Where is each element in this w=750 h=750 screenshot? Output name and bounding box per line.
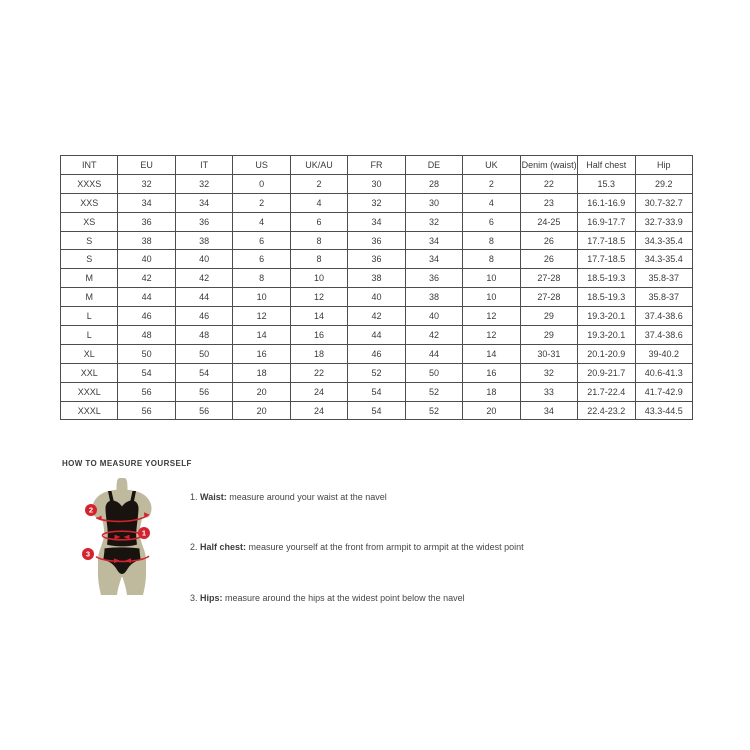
table-row bbox=[61, 382, 693, 401]
table-cell: 10 bbox=[233, 288, 290, 307]
table-cell: 19.3-20.1 bbox=[578, 307, 635, 326]
table-cell: 29 bbox=[520, 307, 577, 326]
table-cell: 46 bbox=[118, 307, 175, 326]
table-cell: 18 bbox=[233, 363, 290, 382]
table-cell: 14 bbox=[233, 326, 290, 345]
measure-steps bbox=[175, 472, 524, 623]
table-cell: 4 bbox=[463, 193, 520, 212]
step-number: 2. bbox=[190, 542, 201, 553]
table-cell: S bbox=[61, 231, 118, 250]
column-header: EU bbox=[118, 156, 175, 175]
badge-number: 3 bbox=[85, 549, 91, 559]
table-cell: 34.3-35.4 bbox=[635, 231, 692, 250]
table-cell: 18.5-19.3 bbox=[578, 288, 635, 307]
table-cell: 44 bbox=[175, 288, 232, 307]
table-cell: 38 bbox=[348, 269, 405, 288]
table-row bbox=[61, 174, 693, 193]
table-cell: 8 bbox=[463, 250, 520, 269]
table-cell: 42 bbox=[118, 269, 175, 288]
table-cell: 50 bbox=[175, 344, 232, 363]
column-header: UK bbox=[463, 156, 520, 175]
table-cell: S bbox=[61, 250, 118, 269]
table-cell: 18 bbox=[290, 344, 347, 363]
table-cell: 34 bbox=[405, 250, 462, 269]
table-cell: 40 bbox=[175, 250, 232, 269]
table-row bbox=[61, 344, 693, 363]
table-cell: 52 bbox=[348, 363, 405, 382]
step-number: 1. bbox=[190, 491, 201, 502]
header-row bbox=[61, 156, 693, 175]
column-header: US bbox=[233, 156, 290, 175]
measurement-figure bbox=[72, 476, 172, 602]
column-header: Half chest bbox=[578, 156, 635, 175]
table-cell: 32 bbox=[405, 212, 462, 231]
table-cell: 23 bbox=[520, 193, 577, 212]
table-cell: 42 bbox=[405, 326, 462, 345]
table-cell: 26 bbox=[520, 250, 577, 269]
table-cell: L bbox=[61, 307, 118, 326]
table-cell: 32 bbox=[348, 193, 405, 212]
table-cell: 4 bbox=[290, 193, 347, 212]
table-cell: 12 bbox=[290, 288, 347, 307]
table-cell: 27-28 bbox=[520, 288, 577, 307]
table-cell: 16 bbox=[463, 363, 520, 382]
table-cell: 24-25 bbox=[520, 212, 577, 231]
table-cell: 0 bbox=[233, 174, 290, 193]
step-label: Hips: bbox=[200, 592, 223, 603]
table-cell: 30 bbox=[405, 193, 462, 212]
table-cell: 18.5-19.3 bbox=[578, 269, 635, 288]
table-cell: 46 bbox=[175, 307, 232, 326]
step-text: measure yourself at the front from armpit to armpit at the widest point bbox=[246, 542, 524, 553]
table-cell: 40 bbox=[348, 288, 405, 307]
table-cell: 10 bbox=[463, 269, 520, 288]
step-label: Half chest: bbox=[200, 542, 247, 553]
table-cell: 24 bbox=[290, 382, 347, 401]
table-row bbox=[61, 363, 693, 382]
table-cell: 20 bbox=[463, 401, 520, 420]
table-cell: 4 bbox=[233, 212, 290, 231]
step-text: measure around the hips at the widest point below the navel bbox=[222, 592, 465, 603]
table-cell: 2 bbox=[233, 193, 290, 212]
table-cell: M bbox=[61, 288, 118, 307]
step-label: Waist: bbox=[200, 491, 227, 502]
table-cell: 37.4-38.6 bbox=[635, 307, 692, 326]
table-cell: 32 bbox=[118, 174, 175, 193]
table-cell: 17.7-18.5 bbox=[578, 250, 635, 269]
table-cell: 48 bbox=[175, 326, 232, 345]
badge-number: 1 bbox=[141, 528, 147, 538]
size-chart-header bbox=[61, 156, 693, 175]
table-cell: XXS bbox=[61, 193, 118, 212]
table-cell: 34.3-35.4 bbox=[635, 250, 692, 269]
figure-badge-3 bbox=[82, 548, 94, 560]
measure-step-half-chest bbox=[175, 522, 524, 572]
table-cell: 29 bbox=[520, 326, 577, 345]
table-cell: 6 bbox=[233, 250, 290, 269]
table-cell: 52 bbox=[405, 382, 462, 401]
column-header: INT bbox=[61, 156, 118, 175]
table-cell: 56 bbox=[118, 401, 175, 420]
table-cell: 34 bbox=[405, 231, 462, 250]
table-cell: 21.7-22.4 bbox=[578, 382, 635, 401]
table-cell: 34 bbox=[520, 401, 577, 420]
table-cell: 34 bbox=[348, 212, 405, 231]
table-cell: 8 bbox=[290, 250, 347, 269]
figure-badge-1 bbox=[138, 527, 150, 539]
table-cell: XXXL bbox=[61, 382, 118, 401]
table-cell: 50 bbox=[405, 363, 462, 382]
table-cell: 54 bbox=[348, 382, 405, 401]
table-cell: 36 bbox=[348, 250, 405, 269]
mannequin-figure-graphic bbox=[72, 476, 172, 602]
table-cell: XS bbox=[61, 212, 118, 231]
table-row bbox=[61, 307, 693, 326]
table-cell: 19.3-20.1 bbox=[578, 326, 635, 345]
table-cell: 30.7-32.7 bbox=[635, 193, 692, 212]
table-cell: 29.2 bbox=[635, 174, 692, 193]
table-cell: 42 bbox=[348, 307, 405, 326]
table-cell: 8 bbox=[290, 231, 347, 250]
column-header: Hip bbox=[635, 156, 692, 175]
table-cell: 36 bbox=[118, 212, 175, 231]
table-cell: 40.6-41.3 bbox=[635, 363, 692, 382]
table-cell: 56 bbox=[118, 382, 175, 401]
table-cell: 10 bbox=[290, 269, 347, 288]
table-cell: 54 bbox=[175, 363, 232, 382]
how-to-measure-title: HOW TO MEASURE YOURSELF bbox=[62, 459, 192, 468]
column-header: Denim (waist) bbox=[520, 156, 577, 175]
column-header: FR bbox=[348, 156, 405, 175]
table-cell: 35.8-37 bbox=[635, 288, 692, 307]
column-header: IT bbox=[175, 156, 232, 175]
table-cell: 18 bbox=[463, 382, 520, 401]
table-cell: XL bbox=[61, 344, 118, 363]
table-cell: 6 bbox=[463, 212, 520, 231]
figure-badge-2 bbox=[85, 504, 97, 516]
table-cell: 54 bbox=[118, 363, 175, 382]
table-cell: L bbox=[61, 326, 118, 345]
table-row bbox=[61, 231, 693, 250]
table-cell: 22.4-23.2 bbox=[578, 401, 635, 420]
table-cell: 39-40.2 bbox=[635, 344, 692, 363]
table-cell: 33 bbox=[520, 382, 577, 401]
table-cell: 44 bbox=[405, 344, 462, 363]
table-cell: 14 bbox=[463, 344, 520, 363]
table-cell: 15.3 bbox=[578, 174, 635, 193]
table-cell: 16.1-16.9 bbox=[578, 193, 635, 212]
table-cell: 12 bbox=[233, 307, 290, 326]
table-cell: 44 bbox=[348, 326, 405, 345]
table-cell: 35.8-37 bbox=[635, 269, 692, 288]
table-cell: 38 bbox=[405, 288, 462, 307]
table-cell: 36 bbox=[175, 212, 232, 231]
table-cell: 56 bbox=[175, 382, 232, 401]
table-cell: 8 bbox=[233, 269, 290, 288]
table-cell: 27-28 bbox=[520, 269, 577, 288]
table-row bbox=[61, 401, 693, 420]
table-cell: 42 bbox=[175, 269, 232, 288]
step-text: measure around your waist at the navel bbox=[226, 491, 387, 502]
table-cell: 10 bbox=[463, 288, 520, 307]
column-header: DE bbox=[405, 156, 462, 175]
table-cell: 36 bbox=[348, 231, 405, 250]
table-cell: 30-31 bbox=[520, 344, 577, 363]
table-cell: 36 bbox=[405, 269, 462, 288]
table-cell: XXXL bbox=[61, 401, 118, 420]
table-row bbox=[61, 288, 693, 307]
table-cell: 16 bbox=[290, 326, 347, 345]
table-cell: 43.3-44.5 bbox=[635, 401, 692, 420]
table-row bbox=[61, 250, 693, 269]
table-cell: 46 bbox=[348, 344, 405, 363]
table-cell: 2 bbox=[463, 174, 520, 193]
table-cell: 14 bbox=[290, 307, 347, 326]
table-cell: 50 bbox=[118, 344, 175, 363]
table-cell: 32 bbox=[520, 363, 577, 382]
table-cell: 12 bbox=[463, 307, 520, 326]
table-cell: 28 bbox=[405, 174, 462, 193]
table-cell: 41.7-42.9 bbox=[635, 382, 692, 401]
table-cell: 30 bbox=[348, 174, 405, 193]
table-cell: 40 bbox=[118, 250, 175, 269]
table-cell: 24 bbox=[290, 401, 347, 420]
table-cell: 54 bbox=[348, 401, 405, 420]
table-cell: 6 bbox=[290, 212, 347, 231]
size-chart-table bbox=[60, 155, 693, 420]
table-cell: 17.7-18.5 bbox=[578, 231, 635, 250]
table-cell: 52 bbox=[405, 401, 462, 420]
table-cell: 38 bbox=[175, 231, 232, 250]
table-cell: M bbox=[61, 269, 118, 288]
table-cell: XXL bbox=[61, 363, 118, 382]
table-cell: 48 bbox=[118, 326, 175, 345]
column-header: UK/AU bbox=[290, 156, 347, 175]
table-cell: 38 bbox=[118, 231, 175, 250]
table-cell: 34 bbox=[118, 193, 175, 212]
table-cell: 32 bbox=[175, 174, 232, 193]
table-cell: 12 bbox=[463, 326, 520, 345]
table-row bbox=[61, 326, 693, 345]
table-cell: 56 bbox=[175, 401, 232, 420]
step-number: 3. bbox=[190, 592, 201, 603]
table-cell: 44 bbox=[118, 288, 175, 307]
measure-step-waist bbox=[175, 472, 524, 522]
table-cell: 6 bbox=[233, 231, 290, 250]
table-row bbox=[61, 269, 693, 288]
table-cell: 8 bbox=[463, 231, 520, 250]
size-chart-body bbox=[61, 174, 693, 420]
table-cell: 34 bbox=[175, 193, 232, 212]
table-cell: 16 bbox=[233, 344, 290, 363]
table-cell: 32.7-33.9 bbox=[635, 212, 692, 231]
table-cell: 22 bbox=[290, 363, 347, 382]
table-cell: 2 bbox=[290, 174, 347, 193]
measure-step-hips bbox=[175, 573, 524, 623]
table-cell: 20 bbox=[233, 401, 290, 420]
table-cell: 20.9-21.7 bbox=[578, 363, 635, 382]
table-cell: 22 bbox=[520, 174, 577, 193]
table-cell: 26 bbox=[520, 231, 577, 250]
badge-number: 2 bbox=[88, 505, 94, 515]
table-cell: 16.9-17.7 bbox=[578, 212, 635, 231]
table-cell: 37.4-38.6 bbox=[635, 326, 692, 345]
table-row bbox=[61, 212, 693, 231]
table-cell: 20.1-20.9 bbox=[578, 344, 635, 363]
table-row bbox=[61, 193, 693, 212]
table-cell: 20 bbox=[233, 382, 290, 401]
table-cell: 40 bbox=[405, 307, 462, 326]
table-cell: XXXS bbox=[61, 174, 118, 193]
